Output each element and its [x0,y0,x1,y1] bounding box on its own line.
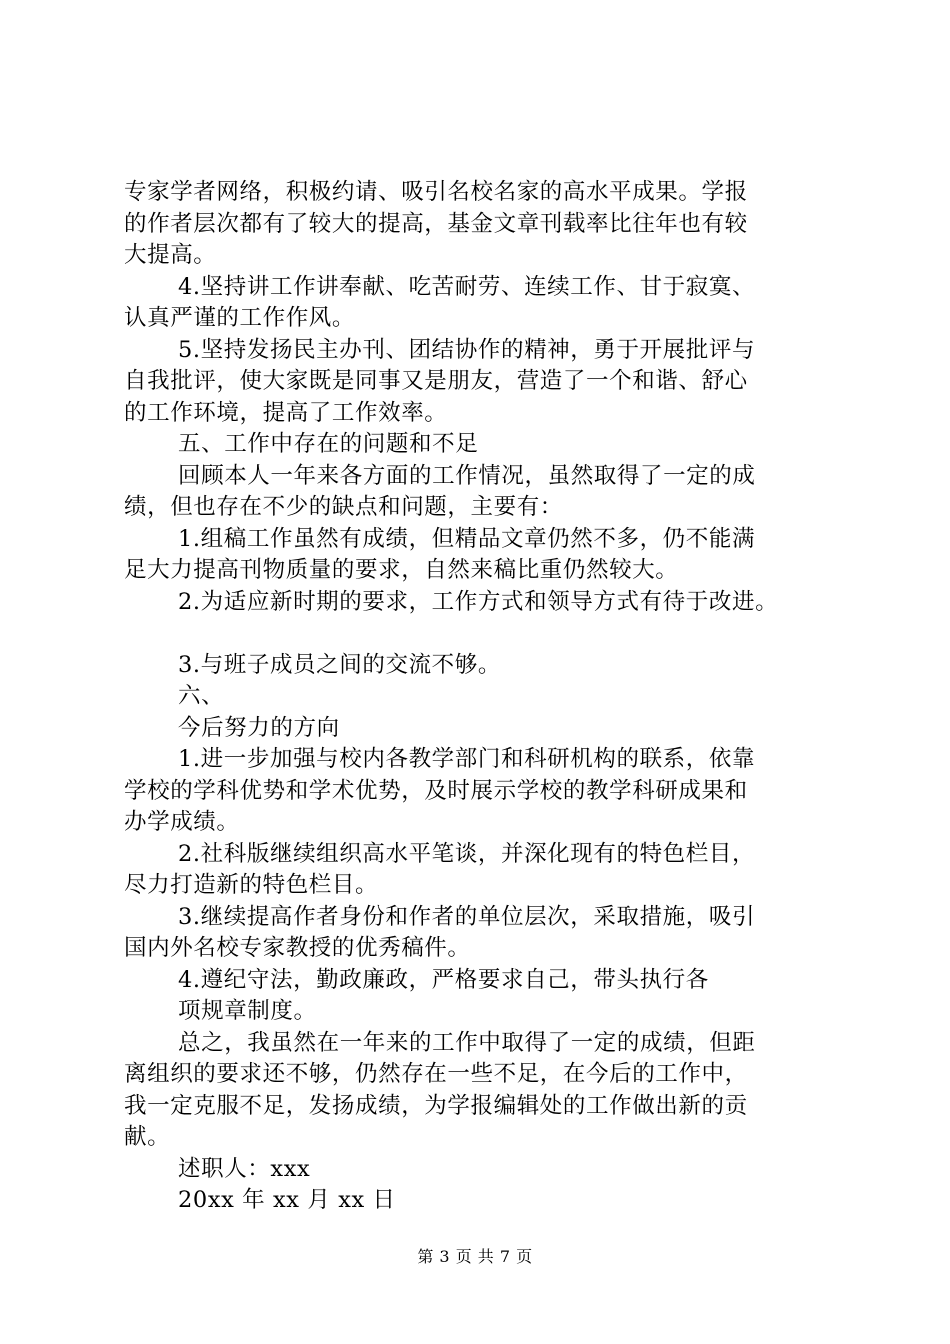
text-line: 4.遵纪守法，勤政廉政，严格要求自己，带头执行各 [178,966,709,993]
text-line: 六、 [178,683,225,709]
text-line: 4.坚持讲工作讲奉献、吃苦耐劳、连续工作、甘于寂寞、 [178,273,756,300]
text-line: 3.继续提高作者身份和作者的单位层次，采取措施，吸引 [178,903,756,930]
text-line: 认真严谨的工作作风。 [124,305,356,331]
text-line: 自我批评，使大家既是同事又是朋友，营造了一个和谐、舒心 [124,368,748,394]
text-line: 足大力提高刊物质量的要求，自然来稿比重仍然较大。 [124,557,679,583]
text-line: 1.进一步加强与校内各教学部门和科研机构的联系，依靠 [178,746,756,772]
blank-line [124,618,844,650]
text-line: 尽力打造新的特色栏目。 [124,872,379,898]
document-body [124,177,844,1217]
text-line: 述职人：xxx [178,1155,311,1182]
text-line: 献。 [124,1124,171,1150]
text-line: 的工作环境，提高了工作效率。 [124,399,448,426]
text-line: 2.为适应新时期的要求，工作方式和领导方式有待于改进。 [178,588,779,615]
text-line: 大提高。 [124,242,217,268]
text-line: 绩，但也存在不少的缺点和问题，主要有： [124,494,563,520]
text-line: 5.坚持发扬民主办刊、团结协作的精神，勇于开展批评与 [178,336,756,363]
text-line: 1.组稿工作虽然有成绩，但精品文章仍然不多，仍不能满 [178,525,756,552]
text-line: 我一定克服不足，发扬成绩，为学报编辑处的工作做出新的贡 [124,1092,748,1119]
text-line: 离组织的要求还不够，仍然存在一些不足，在今后的工作中， [124,1061,748,1087]
text-line: 3.与班子成员之间的交流不够。 [178,651,501,678]
text-line: 五、工作中存在的问题和不足 [178,431,479,457]
text-line: 的作者层次都有了较大的提高，基金文章刊载率比往年也有较 [124,210,748,237]
text-line: 总之，我虽然在一年来的工作中取得了一定的成绩，但距 [178,1029,756,1056]
text-line: 学校的学科优势和学术优势，及时展示学校的教学科研成果和 [124,777,748,804]
text-line: 回顾本人一年来各方面的工作情况，虽然取得了一定的成 [178,462,756,489]
page-footer: 第 3 页 共 7 页 [417,1247,533,1266]
text-line: 今后努力的方向 [178,714,340,741]
text-line: 2.社科版继续组织高水平笔谈，并深化现有的特色栏目， [178,840,756,867]
text-line: 项规章制度。 [178,998,317,1024]
text-line: 20xx 年 xx 月 xx 日 [178,1187,396,1213]
text-line: 国内外名校专家教授的优秀稿件。 [124,935,471,961]
text-line: 办学成绩。 [124,809,240,835]
text-line: 专家学者网络，积极约请、吸引名校名家的高水平成果。学报 [124,179,748,205]
